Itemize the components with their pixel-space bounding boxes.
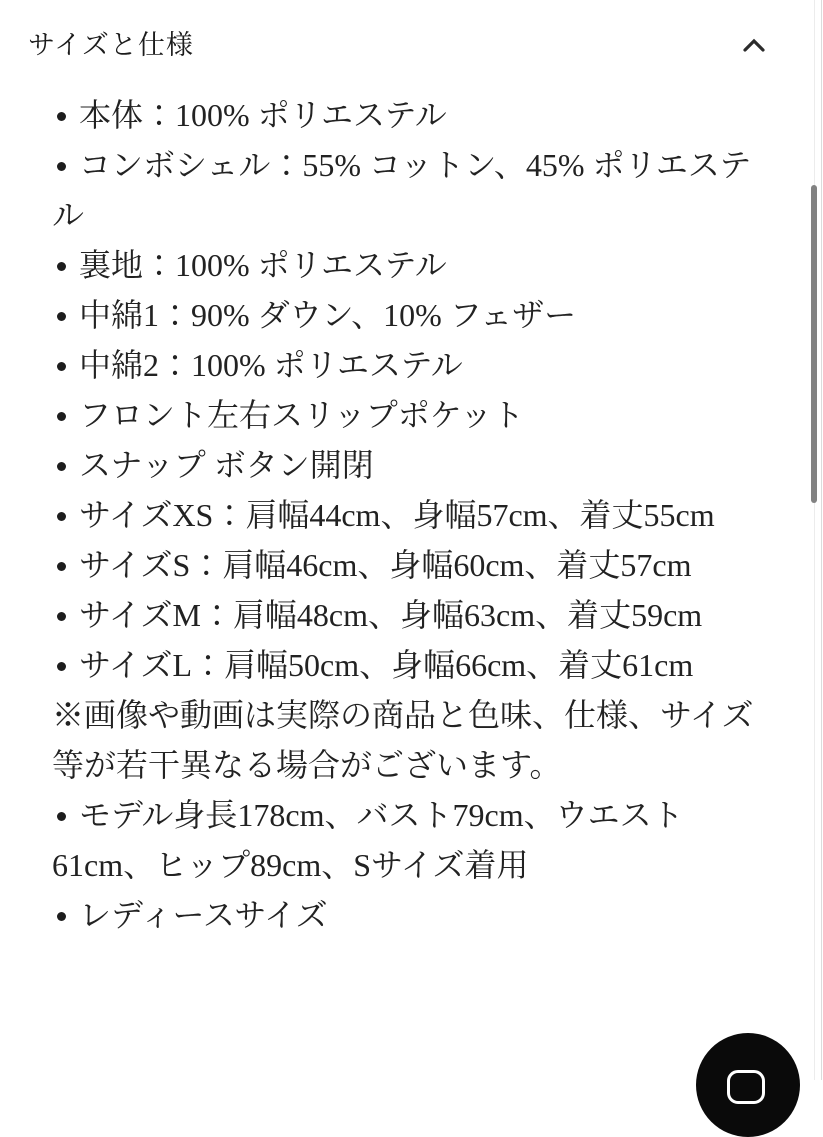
spec-text: サイズL：肩幅50cm、身幅66cm、着丈61cm [79,647,694,683]
bullet-icon [57,412,66,421]
spec-text: モデル身長178cm、バスト79cm、ウエスト61cm、ヒップ89cm、Sサイズ着用 [52,797,684,883]
spec-text: サイズS：肩幅46cm、身幅60cm、着丈57cm [79,547,692,583]
spec-item-size-xs [52,490,773,540]
spec-item-size-m [52,590,773,640]
bullet-icon [57,162,66,171]
spec-item-size-l [52,640,773,690]
chevron-up-icon[interactable] [743,38,765,52]
bullet-icon [57,662,66,671]
spec-text: 本体：100% ポリエステル [79,97,447,133]
bullet-icon [57,312,66,321]
spec-text: サイズXS：肩幅44cm、身幅57cm、着丈55cm [79,497,715,533]
disclaimer-note: ※画像や動画は実際の商品と色味、仕様、サイズ等が若干異なる場合がございます。 [52,697,754,783]
scrollbar-track [814,0,815,1080]
spec-text: フロント左右スリップポケット [79,397,525,433]
bullet-icon [57,262,66,271]
spec-item-front-pockets [52,390,773,440]
bullet-icon [57,562,66,571]
screen-edge-divider [821,0,822,1080]
bullet-icon [57,912,66,921]
spec-item-size-s [52,540,773,590]
bullet-icon [57,112,66,121]
bullet-icon [57,362,66,371]
spec-item-model-info [52,790,773,890]
bullet-icon [57,462,66,471]
spec-accordion-header[interactable] [0,0,823,62]
spec-text: サイズM：肩幅48cm、身幅63cm、着丈59cm [79,597,703,633]
spec-item-body-material [52,90,773,140]
chat-bubble-icon [727,1070,765,1104]
bullet-icon [57,612,66,621]
spec-item-padding-1 [52,290,773,340]
spec-item-lining [52,240,773,290]
spec-item-padding-2 [52,340,773,390]
spec-list [0,90,823,940]
spec-item-ladies-size [52,890,773,940]
spec-text: スナップ ボタン開閉 [79,447,374,483]
chat-fab-button[interactable] [696,1033,800,1137]
scrollbar-thumb[interactable] [811,185,817,503]
spec-item-combo-shell [52,140,773,240]
spec-text: レディースサイズ [79,897,328,933]
spec-text: 裏地：100% ポリエステル [79,247,447,283]
bullet-icon [57,512,66,521]
spec-text: 中綿2：100% ポリエステル [79,347,463,383]
bullet-icon [57,812,66,821]
spec-text: 中綿1：90% ダウン、10% フェザー [79,297,577,333]
spec-text: コンボシェル：55% コットン、45% ポリエステル [52,147,752,233]
section-title: サイズと仕様 [28,30,194,60]
spec-item-snap-buttons [52,440,773,490]
